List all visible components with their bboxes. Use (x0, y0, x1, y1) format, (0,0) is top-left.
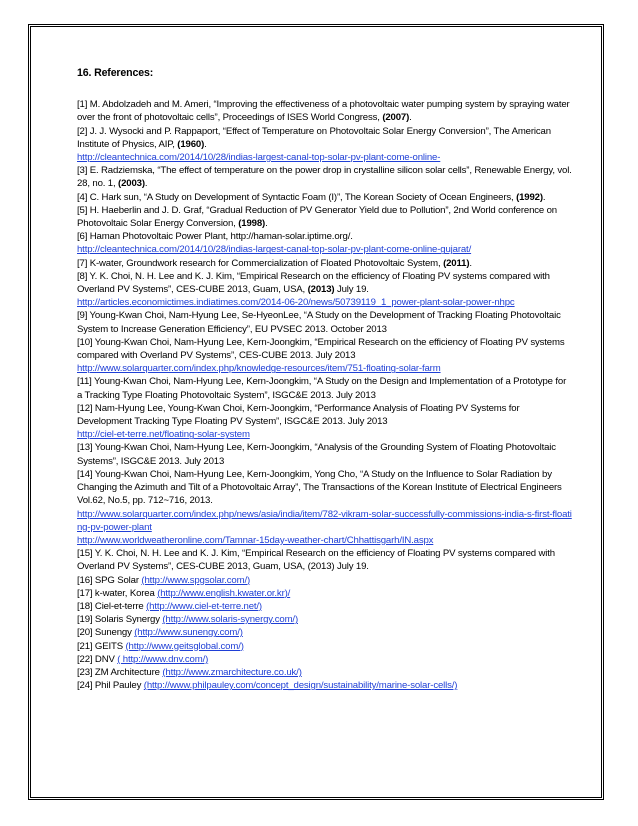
reference-year: (2007) (382, 112, 410, 124)
reference-year: (1992) (516, 191, 543, 203)
reference-text-end: . (144, 178, 148, 190)
reference-text: [12] Nam-Hyung Lee, Young-Kwan Choi, Kern-Joongkim, “Performance Analysis of Floating PV Systems for Development Tracking Type Floating PV System”, ISGC&E 2013. July 2013 (77, 402, 520, 428)
reference-text: [1] M. Abdolzadeh and M. Ameri, “Improving the effectiveness of a photovoltaic water pumping system by spraying water over the front of photovoltaic cells”, Proceedings of ISES World Congress, (77, 99, 570, 124)
reference-entry (77, 402, 572, 428)
reference-entry (77, 375, 572, 401)
reference-link[interactable]: http://www.solarquarter.com/index.php/news/asia/india/item/782-vikram-solar-successfully-commissions-india-s-first-floating-pv-power-plant (77, 508, 572, 533)
reference-link[interactable]: (http://www.philpauley.com/concept_design/sustainability/marine-solar-cells/) (143, 680, 458, 692)
reference-entry (77, 98, 572, 124)
reference-entry (77, 534, 572, 547)
reference-text: [5] H. Haeberlin and J. D. Graf, “Gradual Reduction of PV Generator Yield due to Pollution”, 2nd World conference on Photovoltaic Solar Energy Conversion, (77, 204, 557, 230)
reference-link[interactable]: (http://www.solaris-synergy.com/) (162, 614, 298, 626)
reference-entry (77, 666, 572, 679)
reference-entry (77, 587, 572, 600)
reference-entry (77, 679, 572, 692)
reference-text-end: . (204, 138, 207, 150)
reference-entry (77, 243, 572, 256)
reference-text: [24] Phil Pauley (77, 680, 144, 692)
reference-year: (1960) (177, 138, 205, 150)
reference-link[interactable]: (http://www.spgsolar.com/) (141, 574, 251, 586)
reference-text-end: . (542, 191, 546, 203)
reference-entry (77, 151, 572, 164)
reference-text: [3] E. Radziemska, “The effect of temperature on the power drop in crystalline silicon solar cells”, Renewable Energy, vol. 28, no. 1, (77, 165, 572, 190)
reference-link[interactable]: (http://www.sunengy.com/) (134, 627, 243, 639)
reference-entry (77, 204, 572, 230)
reference-entry (77, 640, 572, 653)
reference-link[interactable]: http://www.worldweatheronline.com/Tamnar-15day-weather-chart/Chhattisgarh/IN.aspx (77, 534, 434, 546)
reference-entry (77, 441, 572, 467)
reference-entry (77, 191, 572, 204)
reference-entry (77, 468, 572, 508)
reference-link[interactable]: http://www.solarquarter.com/index.php/knowledge-resources/item/751-floating-solar-farm (77, 363, 441, 375)
reference-link[interactable]: http://cleantechnica.com/2014/10/28/indias-largest-canal-top-solar-pv-plant-come-online-gujarat/ (77, 244, 472, 256)
reference-text: [4] C. Hark sun, “A Study on Development of Syntactic Foam (I)”, The Korean Society of Ocean Engineers, (77, 191, 517, 203)
reference-text: [21] GEITS (77, 640, 126, 652)
reference-year: (2003) (118, 178, 145, 190)
reference-text: [10] Young-Kwan Choi, Nam-Hyung Lee, Kern-Joongkim, “Empirical Research on the efficiency of Floating PV systems compared with Overland PV Systems”, CES-CUBE 2013. July 2013 (77, 336, 565, 362)
reference-link[interactable]: ( http://www.dnv.com/) (117, 653, 209, 665)
reference-entry (77, 296, 572, 309)
reference-entry (77, 270, 572, 296)
reference-text: [17] k-water, Korea (77, 587, 158, 599)
reference-entry (77, 230, 572, 243)
reference-entry (77, 428, 572, 441)
reference-text: [19] Solaris Synergy (77, 614, 163, 626)
reference-entry (77, 600, 572, 613)
reference-year: (2011) (443, 257, 470, 269)
reference-entry (77, 309, 572, 335)
reference-text: [22] DNV (77, 653, 118, 665)
reference-text: [23] ZM Architecture (77, 666, 163, 678)
reference-text: [18] Ciel-et-terre (77, 600, 147, 612)
reference-text: [8] Y. K. Choi, N. H. Lee and K. J. Kim, “Empirical Research on the efficiency of Floating PV systems compared with Overland PV Systems”, CES-CUBE 2013, Guam, USA, (77, 270, 550, 296)
reference-link[interactable]: (http://www.english.kwater.or.kr)/ (157, 587, 291, 599)
reference-text: [2] J. J. Wysocki and P. Rappaport, “Effect of Temperature on Photovoltaic Solar Energy Conversion”, The American Institute of Physics, AIP, (77, 125, 551, 150)
reference-entry (77, 574, 572, 587)
reference-entry (77, 653, 572, 666)
reference-link[interactable]: (http://www.ciel-et-terre.net/) (146, 600, 262, 612)
reference-entry (77, 508, 572, 534)
reference-link[interactable]: http://cleantechnica.com/2014/10/28/indias-largest-canal-top-solar-pv-plant-come-online- (77, 152, 441, 164)
reference-entry (77, 626, 572, 639)
references-heading: 16. References: (77, 67, 154, 79)
reference-link[interactable]: (http://www.geitsglobal.com/) (125, 640, 244, 652)
reference-link[interactable]: http://articles.economictimes.indiatimes.com/2014-06-20/news/50739119_1_power-plant-solar-power-nhpc (77, 297, 515, 309)
reference-text-end: July 19. (334, 284, 369, 296)
reference-text: [13] Young-Kwan Choi, Nam-Hyung Lee, Kern-Joongkim, “Analysis of the Grounding System of Floating Photovoltaic Systems”, ISGC&E 2013. July 2013 (77, 442, 556, 467)
reference-link[interactable]: (http://www.zmarchitecture.co.uk/) (162, 666, 302, 678)
reference-year: (2013) (307, 284, 335, 296)
reference-entry (77, 164, 572, 190)
reference-text: [11] Young-Kwan Choi, Nam-Hyung Lee, Kern-Joongkim, “A Study on the Design and Implementation of a Prototype for a Tracking Type Floating Photovoltaic System”, ISGC&E 2013. July 2013 (77, 376, 567, 401)
reference-text: [16] SPG Solar (77, 574, 142, 586)
reference-entry (77, 125, 572, 151)
reference-year: (1998) (238, 218, 266, 230)
reference-text: [6] Haman Photovoltaic Power Plant, http://haman-solar.iptime.org/. (77, 231, 353, 243)
reference-text: [14] Young-Kwan Choi, Nam-Hyung Lee, Kern-Joongkim, Yong Cho, “A Study on the Influence to Solar Radiation by Changing the Azimuth and Tilt of a Photovoltaic Array”, The Transactions of the Korean Institute of Electrical Engineers Vol.62, No.5, pp. 712~716, 2013. (77, 468, 562, 507)
reference-text: [20] Sunengy (77, 627, 135, 639)
reference-link[interactable]: http://ciel-et-terre.net/floating-solar-system (77, 429, 250, 441)
reference-text-end: . (469, 257, 472, 269)
reference-text: [7] K-water, Groundwork research for Commercialization of Floated Photovoltaic System, (77, 257, 444, 269)
reference-text: [15] Y. K. Choi, N. H. Lee and K. J. Kim, “Empirical Research on the efficiency of Floating PV systems compared with Overland PV Systems”, CES-CUBE 2013, Guam, USA, (2013) July 19. (77, 548, 555, 573)
references-section (77, 67, 572, 692)
reference-entry (77, 362, 572, 375)
reference-text: [9] Young-Kwan Choi, Nam-Hyung Lee, Se-HyeonLee, “A Study on the Development of Tracking Floating Photovoltaic System to Increase Generation Efficiency”, EU PVSEC 2013. October 2013 (77, 310, 561, 335)
reference-entry (77, 336, 572, 362)
references-list (77, 98, 572, 692)
reference-entry (77, 257, 572, 270)
reference-text-end: . (265, 218, 268, 230)
reference-text-end: . (409, 112, 412, 124)
reference-entry (77, 613, 572, 626)
reference-entry (77, 547, 572, 573)
